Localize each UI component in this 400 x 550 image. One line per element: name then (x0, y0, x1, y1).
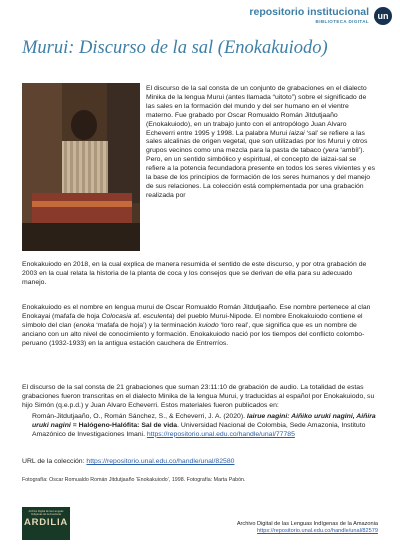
reference-title-rest: = Halógeno-Halófita: Sal de vida (70, 421, 178, 429)
name-text-4: ‘loro real’, que significa que es un nombre de anciano con un alto nivel de conocimiento y formación. Enokakuiodo nació por los tiempos del conflicto colombo-peruano (1932-1933) en la antigua estación cauchera de Entrerríos. (22, 321, 365, 347)
reference-publisher: . Universidad Nacional de Colombia, Sede Amazonia, Instituto Amazónico de Investigaciones Imani. (32, 421, 366, 438)
ardilia-logo-small-2: Indígenas de la Amazonia (31, 513, 61, 517)
name-text-1: Enokakuiodo es el nombre en lengua murui de Oscar Romualdo Román Jitdutjaaño. Ese nombre pertenece al clan Enokayai (mafafa de hoja (22, 304, 371, 320)
discourse-paragraph: El discurso de la sal consta de 21 grabaciones que suman 23:11:10 de grabación de audio. La totalidad de estas grabaciones fueron transcritas en el dialecto Minika de la lengua Murui, y traducidas al español por Enokakuiodo, su hijo Simón (q.e.p.d.) y Juan Alvaro Echeverri. Estos materiales fueron publicados en: (22, 384, 375, 409)
repository-header (249, 6, 392, 25)
ardilia-logo-small-1: Archivo Digital de las Lenguas (28, 510, 64, 513)
intro-text-3: ‘ambíl’). Pero, en un sentido simbólico y espiritual, el concepto de iaizai-sal se refiere a la potencia fecundadora presente en todos los seres vivientes y es la base de los principios de formación de los seres humanos y del manejo de sus relaciones. La colección está complementada por una grabación realizada por (146, 147, 376, 199)
intro-text-1: El discurso de la sal consta de un conjunto de grabaciones en el dialecto Minika de la lengua Murui (antes llamada “uitoto”) sobre el significado de las sales en la formación del mundo y del ser humano en el vientre materno. Fue grabado por Oscar Romualdo Román Jitdutjaaño (Enokakuiodo), en un trabajo junto con el antropólogo Juan Alvaro Echeverri entre 1995 y 1998. La palabra Murui (146, 85, 367, 137)
intro-text-2: ‘sal’ se refiere a las sales alcalinas de origen vegetal, que son utilizadas por los Murui y otros grupos vecinos como una mezcla para la pasta de tabaco ( (146, 129, 368, 155)
name-text-3: ‘mafafa de hoja’) y la terminación (94, 321, 199, 329)
name-italic-kuiodo: kuiodo (198, 321, 219, 329)
name-text-2: ) del pueblo Murui-Nipode. El nombre Enokakuiodo contiene el símbolo del clan ( (22, 312, 363, 329)
unal-logo-icon: un (374, 7, 392, 25)
intro-paragraph (146, 85, 376, 201)
collection-url-link[interactable]: https://repositorio.unal.edu.co/handle/unal/82580 (86, 458, 235, 465)
photo-illustration (22, 83, 140, 251)
name-italic-colocasia: Colocasia (101, 312, 132, 320)
name-italic-esculenta: esculenta (143, 312, 173, 320)
name-text-1b: af. (131, 312, 143, 320)
repository-subtitle: BIBLIOTECA DIGITAL (315, 19, 369, 24)
ardilia-logo-wordmark: ARDILIA (23, 516, 69, 528)
intro-italic-iaizai: iaizai (289, 129, 305, 137)
archive-title: Archivo Digital de las Lenguas Indígenas de la Amazonia (236, 521, 378, 527)
publication-reference (32, 413, 376, 440)
intro-italic-yera: yera (325, 147, 339, 155)
reference-authors: Román-Jitdutjaaño, O., Román Sánchez, S., & Echeverri, J. A. (2020). (32, 413, 247, 420)
portrait-photo-icon (22, 83, 140, 251)
collection-url-line (22, 458, 376, 467)
photo-caption: Fotografía: Oscar Romualdo Román Jitdutjaaño ‘Enokakuiodo’, 1998. Fotografía: Marta Pabón. (22, 477, 246, 483)
archive-url-link[interactable]: https://repositorio.unal.edu.co/handle/unal/82579 (257, 528, 378, 534)
repository-branding (249, 6, 369, 25)
repository-name: repositorio institucional (249, 6, 369, 18)
name-paragraph (22, 304, 376, 349)
footer-archive-info (237, 521, 378, 535)
collection-url-label: URL de la colección: (22, 458, 87, 465)
name-italic-enoka: enoka (75, 321, 95, 329)
ardilia-logo-icon (22, 507, 70, 540)
page-title: Murui: Discurso de la sal (Enokakuiodo) (22, 38, 328, 58)
intro-paragraph-continued: Enokakuiodo en 2018, en la cual explica de manera resumida el sentido de este discurso, y por otra grabación de 2003 en la cual relata la historia de la planta de coca y los consejos que se derivan de ella para su adecuado manejo. (22, 261, 367, 286)
reference-title-italic: Iairue nagini: Aiñiko uruki nagini, Aiñira uruki nagini (32, 413, 376, 429)
reference-link[interactable]: https://repositorio.unal.edu.co/handle/unal/77785 (146, 430, 295, 438)
